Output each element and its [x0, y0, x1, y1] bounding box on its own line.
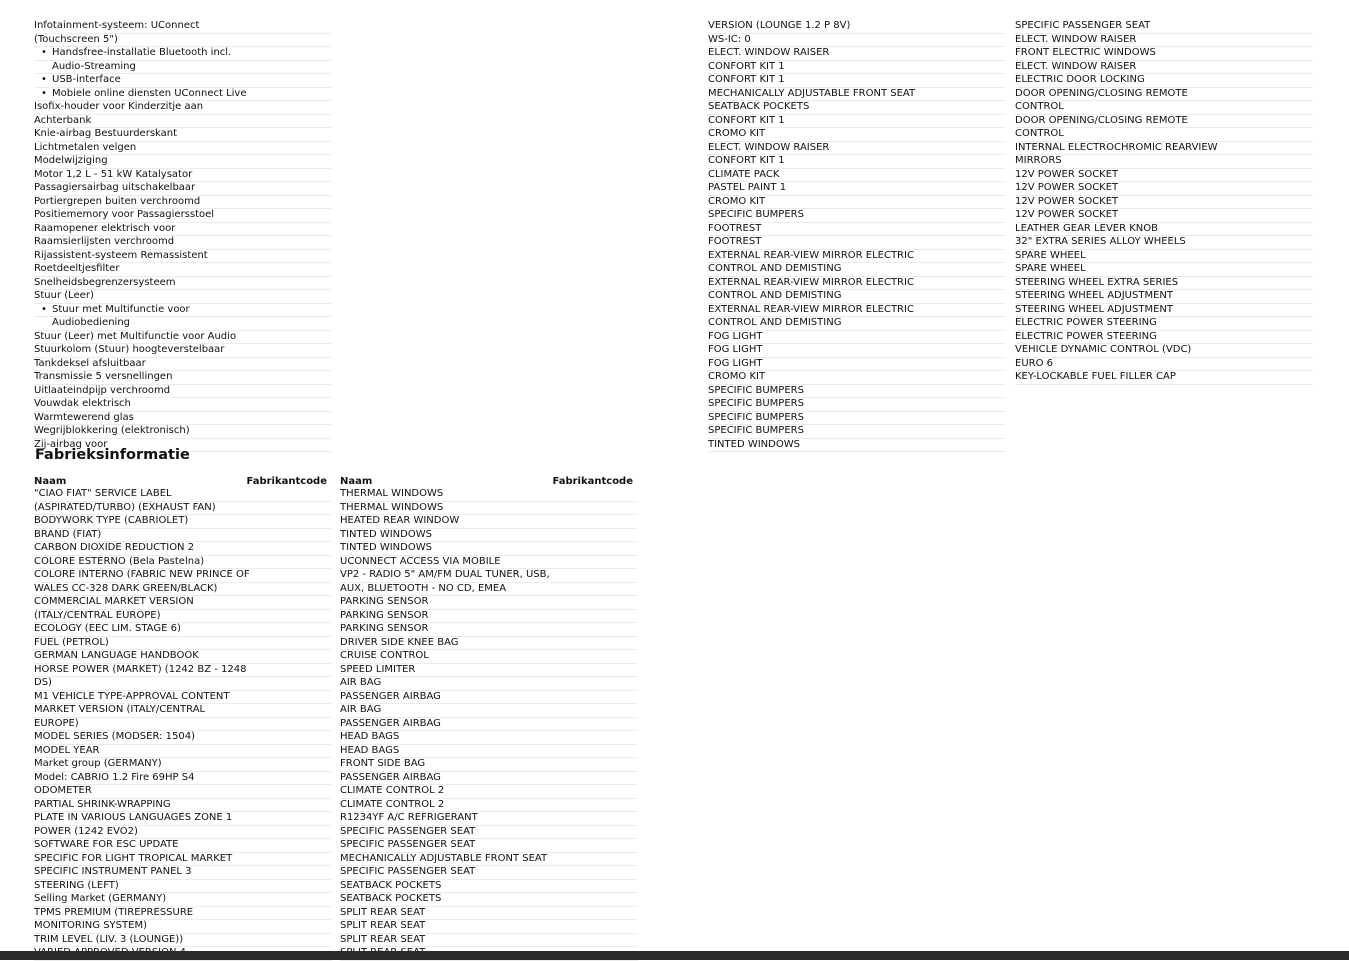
factory-row: FUEL (PETROL) — [34, 637, 332, 651]
equipment-item: ELECT. WINDOW RAISER — [708, 47, 1006, 61]
factory-row: MODEL YEAR — [34, 745, 332, 759]
column-header-name: Naam — [34, 476, 67, 487]
factory-row: PLATE IN VARIOUS LANGUAGES ZONE 1 — [34, 812, 332, 826]
factory-row: MECHANICALLY ADJUSTABLE FRONT SEAT — [340, 853, 638, 867]
factory-row: SPECIFIC FOR LIGHT TROPICAL MARKET — [34, 853, 332, 867]
equipment-item: SPARE WHEEL — [1015, 263, 1313, 277]
equipment-item: KEY-LOCKABLE FUEL FILLER CAP — [1015, 371, 1313, 385]
factory-row: (ASPIRATED/TURBO) (EXHAUST FAN) — [34, 502, 332, 516]
equipment-item: DOOR OPENING/CLOSING REMOTE — [1015, 115, 1313, 129]
equipment-item: CONTROL AND DEMISTING — [708, 290, 1006, 304]
equipment-item: ELECTRIC DOOR LOCKING — [1015, 74, 1313, 88]
feature-item: Zij-airbag voor — [34, 439, 332, 453]
factory-row: AUX, BLUETOOTH - NO CD, EMEA — [340, 583, 638, 597]
factory-row: UCONNECT ACCESS VIA MOBILE — [340, 556, 638, 570]
equipment-item: 12V POWER SOCKET — [1015, 182, 1313, 196]
factory-row: POWER (1242 EVO2) — [34, 826, 332, 840]
feature-item: Motor 1,2 L - 51 kW Katalysator — [34, 169, 332, 183]
equipment-item: FRONT ELECTRIC WINDOWS — [1015, 47, 1313, 61]
feature-item: Stuur (Leer) — [34, 290, 332, 304]
equipment-item: FOOTREST — [708, 236, 1006, 250]
equipment-item: LEATHER GEAR LEVER KNOB — [1015, 223, 1313, 237]
feature-item: Uitlaateindpijp verchroomd — [34, 385, 332, 399]
feature-item: Tankdeksel afsluitbaar — [34, 358, 332, 372]
factory-list-1 — [34, 488, 332, 961]
factory-row: "CIAO FIAT" SERVICE LABEL — [34, 488, 332, 502]
factory-row: COLORE INTERNO (FABRIC NEW PRINCE OF — [34, 569, 332, 583]
equipment-item: PASTEL PAINT 1 — [708, 182, 1006, 196]
feature-item: Wegrijblokkering (elektronisch) — [34, 425, 332, 439]
equipment-item: ELECTRIC POWER STEERING — [1015, 331, 1313, 345]
equipment-item: CONTROL — [1015, 101, 1313, 115]
equipment-item: FOG LIGHT — [708, 344, 1006, 358]
factory-row: AIR BAG — [340, 704, 638, 718]
factory-row: SOFTWARE FOR ESC UPDATE — [34, 839, 332, 853]
feature-item: Stuur (Leer) met Multifunctie voor Audio — [34, 331, 332, 345]
feature-item: Warmtewerend glas — [34, 412, 332, 426]
feature-item: Raamopener elektrisch voor — [34, 223, 332, 237]
factory-row: TINTED WINDOWS — [340, 542, 638, 556]
feature-item: Raamsierlijsten verchroomd — [34, 236, 332, 250]
feature-item: Audio-Streaming — [34, 61, 332, 75]
factory-row: CLIMATE CONTROL 2 — [340, 785, 638, 799]
extra-equipment-list-2 — [1015, 20, 1313, 385]
feature-item: Vouwdak elektrisch — [34, 398, 332, 412]
feature-item: Passagiersairbag uitschakelbaar — [34, 182, 332, 196]
factory-row: WALES CC-328 DARK GREEN/BLACK) — [34, 583, 332, 597]
factory-row: CRUISE CONTROL — [340, 650, 638, 664]
factory-row: THERMAL WINDOWS — [340, 488, 638, 502]
factory-row: PASSENGER AIRBAG — [340, 718, 638, 732]
factory-row: MODEL SERIES (MODSER: 1504) — [34, 731, 332, 745]
factory-row: SEATBACK POCKETS — [340, 880, 638, 894]
factory-row: HEATED REAR WINDOW — [340, 515, 638, 529]
feature-item: • USB-interface — [34, 74, 332, 88]
feature-item: Achterbank — [34, 115, 332, 129]
equipment-item: MECHANICALLY ADJUSTABLE FRONT SEAT — [708, 88, 1006, 102]
equipment-item: INTERNAL ELECTROCHROMIC REARVIEW — [1015, 142, 1313, 156]
factory-row: SPECIFIC PASSENGER SEAT — [340, 826, 638, 840]
equipment-item: CONFORT KIT 1 — [708, 74, 1006, 88]
equipment-item: FOG LIGHT — [708, 331, 1006, 345]
bottom-bar — [0, 951, 1349, 960]
feature-item: Infotainment-systeem: UConnect — [34, 20, 332, 34]
equipment-item: ELECTRIC POWER STEERING — [1015, 317, 1313, 331]
factory-row: CARBON DIOXIDE REDUCTION 2 — [34, 542, 332, 556]
feature-item: Positiememory voor Passagiersstoel — [34, 209, 332, 223]
equipment-item: WS-IC: 0 — [708, 34, 1006, 48]
equipment-item: STEERING WHEEL ADJUSTMENT — [1015, 290, 1313, 304]
factory-row: SPEED LIMITER — [340, 664, 638, 678]
factory-row: EUROPE) — [34, 718, 332, 732]
factory-row: PARKING SENSOR — [340, 623, 638, 637]
factory-row: COLORE ESTERNO (Bela Pastelna) — [34, 556, 332, 570]
equipment-item: CROMO KIT — [708, 128, 1006, 142]
factory-row: PARKING SENSOR — [340, 596, 638, 610]
feature-item: Isofix-houder voor Kinderzitje aan — [34, 101, 332, 115]
factory-row: ODOMETER — [34, 785, 332, 799]
equipment-item: SPECIFIC PASSENGER SEAT — [1015, 20, 1313, 34]
equipment-item: EXTERNAL REAR-VIEW MIRROR ELECTRIC — [708, 277, 1006, 291]
factory-row: SPECIFIC PASSENGER SEAT — [340, 866, 638, 880]
equipment-item: MIRRORS — [1015, 155, 1313, 169]
equipment-item: CONFORT KIT 1 — [708, 61, 1006, 75]
factory-row: SPECIFIC PASSENGER SEAT — [340, 839, 638, 853]
feature-item: • Stuur met Multifunctie voor — [34, 304, 332, 318]
factory-row: Selling Market (GERMANY) — [34, 893, 332, 907]
factory-row: DRIVER SIDE KNEE BAG — [340, 637, 638, 651]
equipment-item: DOOR OPENING/CLOSING REMOTE — [1015, 88, 1313, 102]
column-header-name: Naam — [340, 476, 373, 487]
equipment-item: 32" EXTRA SERIES ALLOY WHEELS — [1015, 236, 1313, 250]
equipment-item: ELECT. WINDOW RAISER — [1015, 34, 1313, 48]
factory-row: Model: CABRIO 1.2 Fire 69HP S4 — [34, 772, 332, 786]
equipment-item: SPECIFIC BUMPERS — [708, 209, 1006, 223]
equipment-item: CLIMATE PACK — [708, 169, 1006, 183]
factory-row: SEATBACK POCKETS — [340, 893, 638, 907]
equipment-item: 12V POWER SOCKET — [1015, 196, 1313, 210]
factory-row: BRAND (FIAT) — [34, 529, 332, 543]
feature-item: Transmissie 5 versnellingen — [34, 371, 332, 385]
equipment-item: SPECIFIC BUMPERS — [708, 425, 1006, 439]
factory-row: SPLIT REAR SEAT — [340, 920, 638, 934]
factory-row: FRONT SIDE BAG — [340, 758, 638, 772]
factory-row: STEERING (LEFT) — [34, 880, 332, 894]
column-header-code: Fabrikantcode — [552, 476, 633, 487]
factory-list-2 — [340, 488, 638, 961]
equipment-item: CONTROL AND DEMISTING — [708, 263, 1006, 277]
equipment-item: SEATBACK POCKETS — [708, 101, 1006, 115]
factory-row: PARTIAL SHRINK-WRAPPING — [34, 799, 332, 813]
equipment-item: STEERING WHEEL ADJUSTMENT — [1015, 304, 1313, 318]
factory-row: DS) — [34, 677, 332, 691]
factory-info-title: Fabrieksinformatie — [35, 447, 190, 463]
equipment-item: EXTERNAL REAR-VIEW MIRROR ELECTRIC — [708, 250, 1006, 264]
column-header-code: Fabrikantcode — [246, 476, 327, 487]
factory-table-header-2 — [340, 475, 637, 488]
equipment-item: CONFORT KIT 1 — [708, 115, 1006, 129]
feature-item: (Touchscreen 5") — [34, 34, 332, 48]
factory-row: SPECIFIC INSTRUMENT PANEL 3 — [34, 866, 332, 880]
factory-table-header-1 — [34, 475, 331, 488]
equipment-item: CONTROL — [1015, 128, 1313, 142]
factory-row: MONITORING SYSTEM) — [34, 920, 332, 934]
factory-row: VP2 - RADIO 5" AM/FM DUAL TUNER, USB, — [340, 569, 638, 583]
factory-row: AIR BAG — [340, 677, 638, 691]
equipment-item: 12V POWER SOCKET — [1015, 209, 1313, 223]
factory-row: PARKING SENSOR — [340, 610, 638, 624]
factory-row: TINTED WINDOWS — [340, 529, 638, 543]
factory-row: SPLIT REAR SEAT — [340, 934, 638, 948]
equipment-item: VERSION (LOUNGE 1.2 P 8V) — [708, 20, 1006, 34]
factory-row: PASSENGER AIRBAG — [340, 691, 638, 705]
equipment-item: CONTROL AND DEMISTING — [708, 317, 1006, 331]
equipment-item: ELECT. WINDOW RAISER — [1015, 61, 1313, 75]
feature-item: • Mobiele online diensten UConnect Live — [34, 88, 332, 102]
factory-row: THERMAL WINDOWS — [340, 502, 638, 516]
feature-item: Roetdeeltjesfilter — [34, 263, 332, 277]
feature-item: Audiobediening — [34, 317, 332, 331]
factory-row: M1 VEHICLE TYPE-APPROVAL CONTENT — [34, 691, 332, 705]
feature-item: Snelheidsbegrenzersysteem — [34, 277, 332, 291]
equipment-item: VEHICLE DYNAMIC CONTROL (VDC) — [1015, 344, 1313, 358]
feature-item: Portiergrepen buiten verchroomd — [34, 196, 332, 210]
factory-row: TRIM LEVEL (LIV. 3 (LOUNGE)) — [34, 934, 332, 948]
factory-row: R1234YF A/C REFRIGERANT — [340, 812, 638, 826]
equipment-item: ELECT. WINDOW RAISER — [708, 142, 1006, 156]
factory-row: TPMS PREMIUM (TIREPRESSURE — [34, 907, 332, 921]
feature-item: Lichtmetalen velgen — [34, 142, 332, 156]
equipment-item: FOG LIGHT — [708, 358, 1006, 372]
feature-item: Modelwijziging — [34, 155, 332, 169]
equipment-item: 12V POWER SOCKET — [1015, 169, 1313, 183]
feature-item: Rijassistent-systeem Remassistent — [34, 250, 332, 264]
factory-row: SPLIT REAR SEAT — [340, 907, 638, 921]
equipment-item: EXTERNAL REAR-VIEW MIRROR ELECTRIC — [708, 304, 1006, 318]
equipment-item: FOOTREST — [708, 223, 1006, 237]
equipment-item: TINTED WINDOWS — [708, 439, 1006, 453]
feature-item: • Handsfree-installatie Bluetooth incl. — [34, 47, 332, 61]
equipment-item: STEERING WHEEL EXTRA SERIES — [1015, 277, 1313, 291]
factory-row: BODYWORK TYPE (CABRIOLET) — [34, 515, 332, 529]
factory-row: MARKET VERSION (ITALY/CENTRAL — [34, 704, 332, 718]
factory-row: HORSE POWER (MARKET) (1242 BZ - 1248 — [34, 664, 332, 678]
feature-item: Knie-airbag Bestuurderskant — [34, 128, 332, 142]
equipment-item: CONFORT KIT 1 — [708, 155, 1006, 169]
factory-row: ECOLOGY (EEC LIM. STAGE 6) — [34, 623, 332, 637]
factory-row: GERMAN LANGUAGE HANDBOOK — [34, 650, 332, 664]
factory-row: (ITALY/CENTRAL EUROPE) — [34, 610, 332, 624]
extra-equipment-list-1 — [708, 20, 1006, 452]
factory-row: PASSENGER AIRBAG — [340, 772, 638, 786]
equipment-item: SPECIFIC BUMPERS — [708, 412, 1006, 426]
factory-row: CLIMATE CONTROL 2 — [340, 799, 638, 813]
equipment-item: EURO 6 — [1015, 358, 1313, 372]
factory-row: HEAD BAGS — [340, 745, 638, 759]
features-list — [34, 20, 332, 452]
equipment-item: CROMO KIT — [708, 196, 1006, 210]
feature-item: Stuurkolom (Stuur) hoogteverstelbaar — [34, 344, 332, 358]
factory-row: COMMERCIAL MARKET VERSION — [34, 596, 332, 610]
equipment-item: SPARE WHEEL — [1015, 250, 1313, 264]
equipment-item: SPECIFIC BUMPERS — [708, 398, 1006, 412]
equipment-item: CROMO KIT — [708, 371, 1006, 385]
factory-row: Market group (GERMANY) — [34, 758, 332, 772]
equipment-item: SPECIFIC BUMPERS — [708, 385, 1006, 399]
factory-row: HEAD BAGS — [340, 731, 638, 745]
